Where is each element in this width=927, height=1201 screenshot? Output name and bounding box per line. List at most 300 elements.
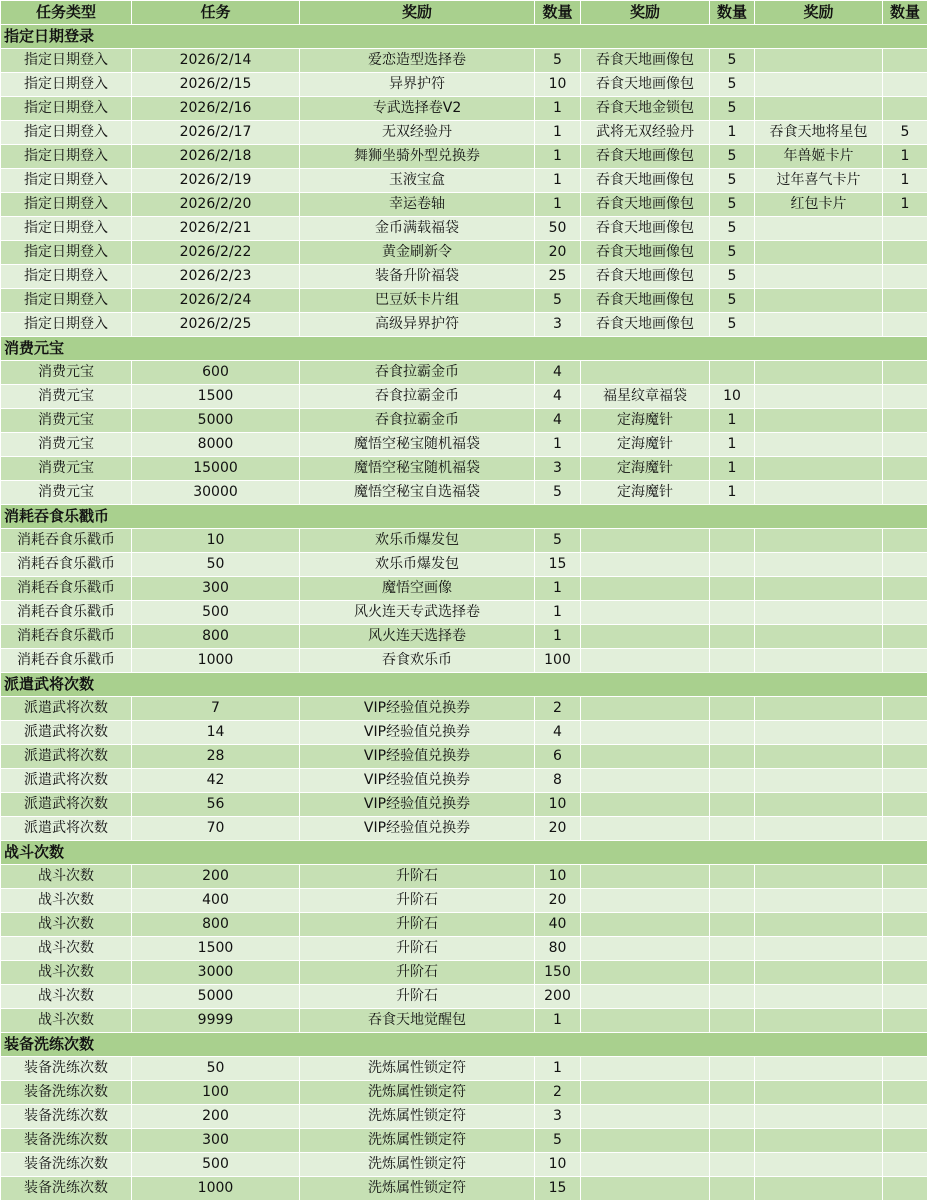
cell-qty-2 [710, 529, 755, 553]
cell-task: 2026/2/18 [132, 145, 300, 169]
cell-reward-3 [755, 385, 883, 409]
cell-reward-2 [581, 1153, 710, 1177]
cell-reward-2: 吞食天地画像包 [581, 313, 710, 337]
cell-task-type: 消费元宝 [1, 457, 132, 481]
cell-task-type: 消耗吞食乐戳币 [1, 625, 132, 649]
cell-task: 800 [132, 625, 300, 649]
table-row [1, 361, 927, 385]
cell-qty-3 [883, 1081, 927, 1105]
cell-reward-1: 吞食拉霸金币 [300, 409, 535, 433]
table-row [1, 625, 927, 649]
cell-qty-1: 10 [535, 1153, 581, 1177]
cell-reward-1: VIP经验值兑换券 [300, 745, 535, 769]
cell-task-type: 战斗次数 [1, 961, 132, 985]
cell-task-type: 指定日期登入 [1, 169, 132, 193]
cell-qty-1: 10 [535, 73, 581, 97]
cell-qty-1: 100 [535, 649, 581, 673]
cell-task: 10 [132, 529, 300, 553]
cell-qty-2 [710, 1081, 755, 1105]
cell-reward-1: 魔悟空秘宝随机福袋 [300, 433, 535, 457]
cell-qty-1: 5 [535, 1129, 581, 1153]
cell-reward-1: 升阶石 [300, 937, 535, 961]
cell-qty-1: 1 [535, 625, 581, 649]
cell-reward-1: 魔悟空秘宝自选福袋 [300, 481, 535, 505]
cell-qty-3 [883, 49, 927, 73]
cell-reward-1: 升阶石 [300, 889, 535, 913]
cell-qty-3 [883, 577, 927, 601]
cell-task: 9999 [132, 1009, 300, 1033]
cell-qty-2: 10 [710, 385, 755, 409]
cell-reward-1: VIP经验值兑换券 [300, 697, 535, 721]
cell-task: 70 [132, 817, 300, 841]
cell-qty-1: 15 [535, 1177, 581, 1201]
cell-qty-1: 40 [535, 913, 581, 937]
cell-reward-3 [755, 697, 883, 721]
cell-reward-2: 定海魔针 [581, 433, 710, 457]
table-row [1, 217, 927, 241]
cell-qty-3 [883, 217, 927, 241]
cell-qty-2: 5 [710, 97, 755, 121]
table-row [1, 241, 927, 265]
cell-qty-2 [710, 361, 755, 385]
cell-task-type: 消耗吞食乐戳币 [1, 577, 132, 601]
cell-qty-1: 200 [535, 985, 581, 1009]
cell-qty-3 [883, 97, 927, 121]
cell-qty-2 [710, 793, 755, 817]
section-header-row [1, 673, 927, 697]
cell-qty-2 [710, 1177, 755, 1201]
cell-qty-2: 5 [710, 241, 755, 265]
cell-qty-1: 5 [535, 529, 581, 553]
table-row [1, 121, 927, 145]
cell-qty-2 [710, 1009, 755, 1033]
cell-task: 100 [132, 1081, 300, 1105]
cell-reward-3 [755, 1105, 883, 1129]
cell-qty-1: 10 [535, 865, 581, 889]
cell-reward-3 [755, 817, 883, 841]
header-row [1, 1, 927, 25]
cell-reward-2 [581, 361, 710, 385]
cell-qty-1: 1 [535, 145, 581, 169]
cell-reward-3 [755, 1129, 883, 1153]
cell-reward-2 [581, 1081, 710, 1105]
table-row [1, 457, 927, 481]
cell-qty-1: 1 [535, 1009, 581, 1033]
cell-reward-3 [755, 97, 883, 121]
table-row [1, 817, 927, 841]
cell-task-type: 派遣武将次数 [1, 697, 132, 721]
cell-reward-3 [755, 793, 883, 817]
cell-qty-3 [883, 241, 927, 265]
cell-reward-2: 吞食天地画像包 [581, 49, 710, 73]
header-reward-1: 奖励 [300, 1, 535, 25]
cell-qty-1: 20 [535, 889, 581, 913]
cell-qty-1: 3 [535, 1105, 581, 1129]
cell-reward-3: 红包卡片 [755, 193, 883, 217]
cell-task-type: 指定日期登入 [1, 265, 132, 289]
cell-task: 800 [132, 913, 300, 937]
table-row [1, 313, 927, 337]
cell-qty-2: 1 [710, 121, 755, 145]
cell-qty-3 [883, 433, 927, 457]
cell-reward-1: VIP经验值兑换券 [300, 721, 535, 745]
cell-reward-1: 黄金刷新令 [300, 241, 535, 265]
cell-task-type: 消费元宝 [1, 385, 132, 409]
table-row [1, 1081, 927, 1105]
cell-reward-2 [581, 769, 710, 793]
cell-reward-2: 定海魔针 [581, 481, 710, 505]
cell-qty-2: 5 [710, 145, 755, 169]
cell-reward-2: 吞食天地画像包 [581, 73, 710, 97]
cell-qty-2: 1 [710, 433, 755, 457]
cell-task: 2026/2/23 [132, 265, 300, 289]
cell-qty-2 [710, 985, 755, 1009]
table-row [1, 649, 927, 673]
cell-qty-1: 20 [535, 241, 581, 265]
cell-reward-2: 吞食天地画像包 [581, 241, 710, 265]
cell-reward-2 [581, 1057, 710, 1081]
cell-reward-3 [755, 865, 883, 889]
cell-task-type: 战斗次数 [1, 889, 132, 913]
cell-reward-3 [755, 601, 883, 625]
cell-task-type: 战斗次数 [1, 985, 132, 1009]
table-row [1, 265, 927, 289]
cell-task-type: 战斗次数 [1, 1009, 132, 1033]
cell-reward-3 [755, 1057, 883, 1081]
cell-qty-3 [883, 937, 927, 961]
cell-qty-2: 5 [710, 217, 755, 241]
cell-qty-1: 4 [535, 721, 581, 745]
cell-qty-2 [710, 721, 755, 745]
cell-task-type: 战斗次数 [1, 937, 132, 961]
cell-task-type: 指定日期登入 [1, 313, 132, 337]
cell-qty-2: 5 [710, 289, 755, 313]
cell-task-type: 消费元宝 [1, 481, 132, 505]
cell-qty-2: 5 [710, 193, 755, 217]
cell-qty-3 [883, 745, 927, 769]
cell-qty-2 [710, 961, 755, 985]
table-row [1, 73, 927, 97]
cell-reward-3 [755, 721, 883, 745]
cell-qty-1: 5 [535, 289, 581, 313]
cell-task-type: 派遣武将次数 [1, 817, 132, 841]
cell-task: 15000 [132, 457, 300, 481]
cell-reward-2 [581, 913, 710, 937]
cell-qty-2: 5 [710, 73, 755, 97]
cell-task-type: 消耗吞食乐戳币 [1, 601, 132, 625]
cell-qty-1: 5 [535, 481, 581, 505]
cell-reward-1: 巴豆妖卡片组 [300, 289, 535, 313]
cell-qty-2 [710, 745, 755, 769]
cell-reward-1: 升阶石 [300, 865, 535, 889]
cell-task: 3000 [132, 961, 300, 985]
cell-qty-3 [883, 697, 927, 721]
cell-qty-1: 1 [535, 97, 581, 121]
cell-reward-1: VIP经验值兑换券 [300, 769, 535, 793]
cell-qty-1: 8 [535, 769, 581, 793]
cell-qty-1: 1 [535, 1057, 581, 1081]
cell-qty-2 [710, 625, 755, 649]
cell-task: 2026/2/19 [132, 169, 300, 193]
section-title: 消费元宝 [1, 337, 927, 361]
cell-qty-1: 6 [535, 745, 581, 769]
cell-qty-3 [883, 73, 927, 97]
cell-task: 200 [132, 1105, 300, 1129]
cell-reward-3 [755, 553, 883, 577]
cell-reward-2 [581, 697, 710, 721]
cell-qty-1: 25 [535, 265, 581, 289]
cell-task-type: 指定日期登入 [1, 73, 132, 97]
section-title: 消耗吞食乐戳币 [1, 505, 927, 529]
cell-reward-3 [755, 289, 883, 313]
cell-reward-3 [755, 769, 883, 793]
cell-task-type: 指定日期登入 [1, 145, 132, 169]
cell-task-type: 指定日期登入 [1, 49, 132, 73]
cell-qty-3 [883, 529, 927, 553]
cell-task: 8000 [132, 433, 300, 457]
cell-qty-3 [883, 817, 927, 841]
section-header-row [1, 337, 927, 361]
section-header-row [1, 1033, 927, 1057]
cell-qty-3 [883, 985, 927, 1009]
cell-qty-3 [883, 1153, 927, 1177]
cell-reward-1: 异界护符 [300, 73, 535, 97]
header-reward-2: 奖励 [581, 1, 710, 25]
cell-qty-3 [883, 289, 927, 313]
cell-qty-3 [883, 553, 927, 577]
cell-reward-1: 爱恋造型选择卷 [300, 49, 535, 73]
cell-qty-3 [883, 913, 927, 937]
cell-reward-1: 欢乐币爆发包 [300, 529, 535, 553]
cell-reward-1: 幸运卷轴 [300, 193, 535, 217]
cell-task-type: 派遣武将次数 [1, 793, 132, 817]
table-row [1, 697, 927, 721]
cell-reward-2 [581, 793, 710, 817]
cell-qty-1: 1 [535, 121, 581, 145]
cell-reward-3 [755, 361, 883, 385]
cell-qty-3: 1 [883, 145, 927, 169]
cell-qty-2 [710, 1129, 755, 1153]
cell-reward-3: 过年喜气卡片 [755, 169, 883, 193]
cell-reward-2 [581, 1105, 710, 1129]
cell-reward-1: 风火连天专武选择卷 [300, 601, 535, 625]
cell-reward-3 [755, 889, 883, 913]
cell-task: 28 [132, 745, 300, 769]
header-qty-1: 数量 [535, 1, 581, 25]
table-row [1, 913, 927, 937]
table-body [1, 25, 927, 1201]
cell-reward-1: 洗炼属性锁定符 [300, 1129, 535, 1153]
cell-qty-2 [710, 577, 755, 601]
cell-task-type: 装备洗练次数 [1, 1153, 132, 1177]
cell-reward-3 [755, 265, 883, 289]
cell-task: 1000 [132, 1177, 300, 1201]
cell-reward-3 [755, 73, 883, 97]
cell-qty-3 [883, 889, 927, 913]
cell-qty-2: 5 [710, 265, 755, 289]
cell-reward-2: 吞食天地画像包 [581, 145, 710, 169]
cell-qty-2 [710, 1153, 755, 1177]
cell-task-type: 装备洗练次数 [1, 1177, 132, 1201]
header-task-type: 任务类型 [1, 1, 132, 25]
cell-task: 1500 [132, 385, 300, 409]
cell-task: 2026/2/16 [132, 97, 300, 121]
cell-reward-2 [581, 601, 710, 625]
cell-qty-2: 1 [710, 457, 755, 481]
cell-qty-1: 50 [535, 217, 581, 241]
cell-reward-1: 风火连天选择卷 [300, 625, 535, 649]
table-row [1, 49, 927, 73]
cell-qty-1: 1 [535, 577, 581, 601]
cell-reward-1: 魔悟空画像 [300, 577, 535, 601]
cell-reward-2 [581, 961, 710, 985]
cell-reward-3 [755, 1153, 883, 1177]
cell-task: 2026/2/21 [132, 217, 300, 241]
cell-qty-3: 1 [883, 193, 927, 217]
cell-reward-1: 舞狮坐骑外型兑换券 [300, 145, 535, 169]
cell-qty-2: 1 [710, 481, 755, 505]
cell-task-type: 消耗吞食乐戳币 [1, 529, 132, 553]
cell-qty-3 [883, 1105, 927, 1129]
cell-task: 50 [132, 553, 300, 577]
cell-reward-3 [755, 961, 883, 985]
cell-qty-3 [883, 409, 927, 433]
cell-reward-1: 洗炼属性锁定符 [300, 1153, 535, 1177]
cell-reward-2: 定海魔针 [581, 457, 710, 481]
cell-qty-2 [710, 1105, 755, 1129]
cell-qty-3 [883, 265, 927, 289]
cell-qty-1: 1 [535, 169, 581, 193]
cell-reward-2 [581, 553, 710, 577]
table-row [1, 1057, 927, 1081]
table-row [1, 1129, 927, 1153]
cell-task: 200 [132, 865, 300, 889]
table-row [1, 577, 927, 601]
cell-qty-3 [883, 1009, 927, 1033]
cell-task: 14 [132, 721, 300, 745]
cell-reward-1: 吞食欢乐币 [300, 649, 535, 673]
table-row [1, 289, 927, 313]
cell-qty-3 [883, 1177, 927, 1201]
cell-qty-2: 5 [710, 49, 755, 73]
cell-qty-3 [883, 361, 927, 385]
cell-qty-2 [710, 601, 755, 625]
cell-task: 42 [132, 769, 300, 793]
cell-reward-3 [755, 625, 883, 649]
table-row [1, 793, 927, 817]
cell-reward-1: 魔悟空秘宝随机福袋 [300, 457, 535, 481]
cell-task: 500 [132, 601, 300, 625]
cell-reward-1: 欢乐币爆发包 [300, 553, 535, 577]
table-row [1, 889, 927, 913]
cell-reward-3 [755, 1081, 883, 1105]
section-title: 派遣武将次数 [1, 673, 927, 697]
header-qty-2: 数量 [710, 1, 755, 25]
table-row [1, 601, 927, 625]
section-header-row [1, 25, 927, 49]
cell-qty-3 [883, 1057, 927, 1081]
table-row [1, 433, 927, 457]
cell-reward-3 [755, 913, 883, 937]
cell-reward-2 [581, 529, 710, 553]
cell-qty-2 [710, 937, 755, 961]
cell-reward-2 [581, 1177, 710, 1201]
cell-reward-2 [581, 745, 710, 769]
cell-qty-2 [710, 865, 755, 889]
cell-reward-1: 玉液宝盒 [300, 169, 535, 193]
header-task: 任务 [132, 1, 300, 25]
cell-reward-1: 升阶石 [300, 961, 535, 985]
cell-task-type: 派遣武将次数 [1, 769, 132, 793]
cell-reward-1: 专武选择卷V2 [300, 97, 535, 121]
cell-reward-2: 吞食天地金锁包 [581, 97, 710, 121]
section-title: 指定日期登录 [1, 25, 927, 49]
cell-task: 2026/2/15 [132, 73, 300, 97]
cell-qty-3 [883, 649, 927, 673]
cell-reward-2: 定海魔针 [581, 409, 710, 433]
cell-qty-3 [883, 865, 927, 889]
cell-reward-3 [755, 217, 883, 241]
cell-reward-3 [755, 241, 883, 265]
cell-qty-1: 2 [535, 1081, 581, 1105]
cell-task-type: 消费元宝 [1, 433, 132, 457]
cell-reward-1: 升阶石 [300, 985, 535, 1009]
cell-reward-3 [755, 1177, 883, 1201]
cell-qty-1: 5 [535, 49, 581, 73]
cell-task-type: 消费元宝 [1, 361, 132, 385]
cell-qty-3 [883, 457, 927, 481]
cell-reward-1: 装备升阶福袋 [300, 265, 535, 289]
cell-task: 500 [132, 1153, 300, 1177]
cell-task-type: 指定日期登入 [1, 121, 132, 145]
cell-reward-1: 洗炼属性锁定符 [300, 1057, 535, 1081]
cell-task-type: 消耗吞食乐戳币 [1, 649, 132, 673]
cell-task: 1000 [132, 649, 300, 673]
cell-reward-3 [755, 433, 883, 457]
cell-qty-2 [710, 769, 755, 793]
cell-task-type: 指定日期登入 [1, 217, 132, 241]
table-row [1, 193, 927, 217]
table-row [1, 1177, 927, 1201]
cell-reward-1: VIP经验值兑换券 [300, 793, 535, 817]
cell-task: 600 [132, 361, 300, 385]
cell-reward-2 [581, 721, 710, 745]
cell-qty-1: 150 [535, 961, 581, 985]
table-row [1, 385, 927, 409]
cell-task: 56 [132, 793, 300, 817]
cell-qty-1: 2 [535, 697, 581, 721]
cell-task: 1500 [132, 937, 300, 961]
cell-qty-1: 1 [535, 193, 581, 217]
table-row [1, 937, 927, 961]
cell-qty-3 [883, 385, 927, 409]
cell-qty-1: 10 [535, 793, 581, 817]
cell-task: 7 [132, 697, 300, 721]
cell-qty-3 [883, 601, 927, 625]
cell-qty-3 [883, 625, 927, 649]
cell-qty-1: 3 [535, 457, 581, 481]
cell-task: 5000 [132, 985, 300, 1009]
cell-qty-2: 1 [710, 409, 755, 433]
header-qty-3: 数量 [883, 1, 927, 25]
cell-reward-1: 洗炼属性锁定符 [300, 1177, 535, 1201]
cell-qty-2 [710, 817, 755, 841]
cell-task: 300 [132, 577, 300, 601]
table-row [1, 1105, 927, 1129]
cell-qty-2 [710, 697, 755, 721]
cell-reward-3: 年兽姬卡片 [755, 145, 883, 169]
cell-task: 2026/2/17 [132, 121, 300, 145]
